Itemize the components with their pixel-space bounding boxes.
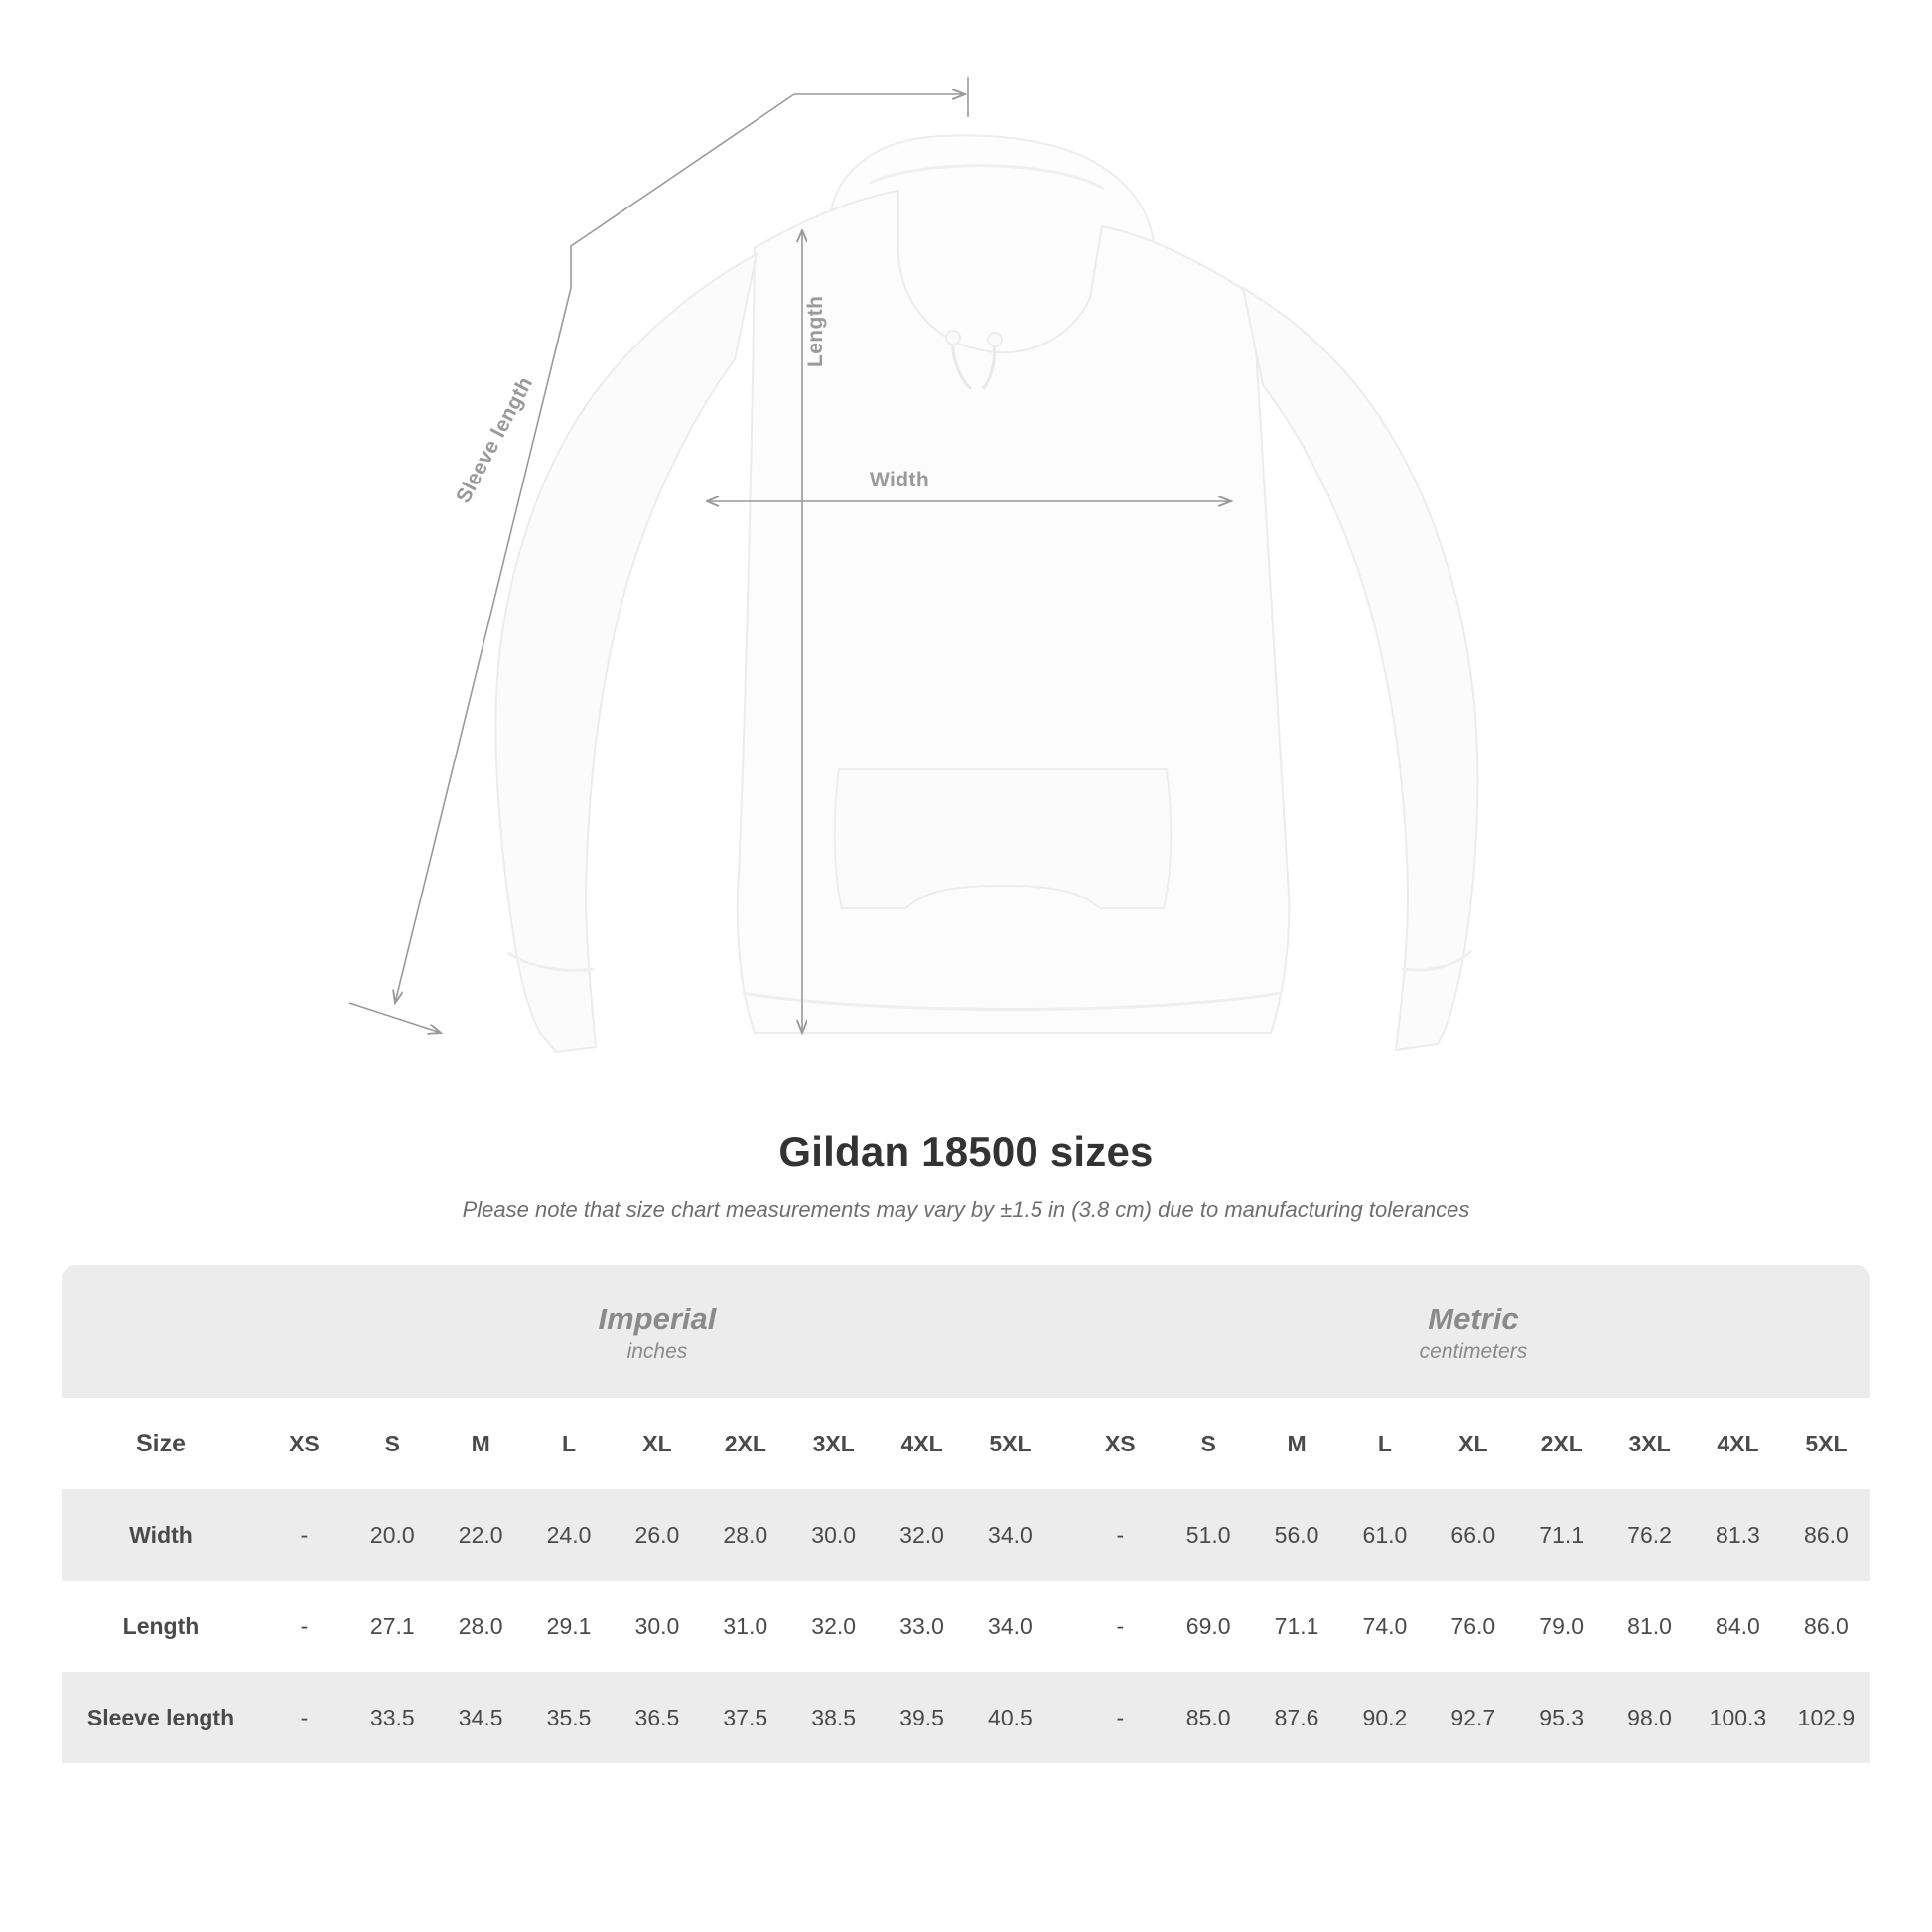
cell: 35.5: [525, 1672, 614, 1763]
cell: 95.3: [1517, 1672, 1605, 1763]
cell: 100.3: [1694, 1672, 1782, 1763]
cell: 69.0: [1165, 1581, 1253, 1672]
cell: 31.0: [701, 1581, 789, 1672]
col-head-met-2xl: 2XL: [1517, 1398, 1605, 1489]
cell: 30.0: [614, 1581, 702, 1672]
row-label-width: Width: [62, 1489, 260, 1581]
unit-imperial: [260, 1265, 1054, 1398]
cell: 38.5: [789, 1672, 878, 1763]
cell: 71.1: [1253, 1581, 1341, 1672]
cell: 34.0: [966, 1489, 1054, 1581]
cell: 27.1: [348, 1581, 437, 1672]
cell: 34.0: [966, 1581, 1054, 1672]
col-head-met-4xl: 4XL: [1694, 1398, 1782, 1489]
col-head-imp-xs: XS: [260, 1398, 348, 1489]
unit-spacer-mid: [1054, 1265, 1076, 1398]
cell: 40.5: [966, 1672, 1054, 1763]
cell: 33.5: [348, 1672, 437, 1763]
cell: 56.0: [1253, 1489, 1341, 1581]
cell: 76.0: [1429, 1581, 1517, 1672]
cell: 71.1: [1517, 1489, 1605, 1581]
col-head-imp-xl: XL: [614, 1398, 702, 1489]
cell: 28.0: [701, 1489, 789, 1581]
cell: 81.0: [1605, 1581, 1694, 1672]
cell: 86.0: [1782, 1581, 1870, 1672]
col-head-met-s: S: [1165, 1398, 1253, 1489]
cell: 39.5: [878, 1672, 966, 1763]
cell: 34.5: [437, 1672, 525, 1763]
cell: 51.0: [1165, 1489, 1253, 1581]
col-head-imp-l: L: [525, 1398, 614, 1489]
width-label: Width: [870, 469, 930, 491]
cell-spacer: [1054, 1489, 1076, 1581]
cell: 24.0: [525, 1489, 614, 1581]
col-head-met-xs: XS: [1076, 1398, 1165, 1489]
cell: 37.5: [701, 1672, 789, 1763]
size-table-wrap: [62, 1265, 1870, 1763]
col-head-imp-s: S: [348, 1398, 437, 1489]
cell: 86.0: [1782, 1489, 1870, 1581]
size-table: [62, 1265, 1870, 1763]
unit-metric: [1076, 1265, 1870, 1398]
col-head-met-xl: XL: [1429, 1398, 1517, 1489]
col-head-spacer: [1054, 1398, 1076, 1489]
table-row: [62, 1672, 1870, 1763]
unit-imperial-name: Imperial: [598, 1302, 717, 1337]
unit-metric-name: Metric: [1428, 1302, 1519, 1337]
cell-spacer: [1054, 1581, 1076, 1672]
cell: 61.0: [1341, 1489, 1430, 1581]
cell-spacer: [1054, 1672, 1076, 1763]
cell: 102.9: [1782, 1672, 1870, 1763]
cell: -: [1076, 1581, 1165, 1672]
cell: 36.5: [614, 1672, 702, 1763]
cell: -: [260, 1489, 348, 1581]
page-title: Gildan 18500 sizes: [778, 1128, 1154, 1174]
cell: -: [1076, 1489, 1165, 1581]
col-head-imp-2xl: 2XL: [701, 1398, 789, 1489]
cell: 84.0: [1694, 1581, 1782, 1672]
row-label-length: Length: [62, 1581, 260, 1672]
col-head-met-3xl: 3XL: [1605, 1398, 1694, 1489]
col-head-imp-m: M: [437, 1398, 525, 1489]
cell: 30.0: [789, 1489, 878, 1581]
unit-spacer-left: [62, 1265, 260, 1398]
sleeve-length-label: Sleeve length: [452, 372, 538, 507]
cell: 29.1: [525, 1581, 614, 1672]
cell: 26.0: [614, 1489, 702, 1581]
cell: 33.0: [878, 1581, 966, 1672]
col-head-met-l: L: [1341, 1398, 1430, 1489]
cell: 22.0: [437, 1489, 525, 1581]
table-row: [62, 1489, 1870, 1581]
cell: 28.0: [437, 1581, 525, 1672]
unit-imperial-sub: inches: [626, 1339, 688, 1363]
size-header-row: [62, 1398, 1870, 1489]
cell: -: [260, 1581, 348, 1672]
col-head-imp-4xl: 4XL: [878, 1398, 966, 1489]
cell: 85.0: [1165, 1672, 1253, 1763]
col-head-met-m: M: [1253, 1398, 1341, 1489]
table-row: [62, 1581, 1870, 1672]
title-block: [0, 1128, 1932, 1223]
cell: 32.0: [789, 1581, 878, 1672]
unit-metric-sub: centimeters: [1419, 1339, 1528, 1363]
col-head-imp-5xl: 5XL: [966, 1398, 1054, 1489]
cell: 32.0: [878, 1489, 966, 1581]
tolerance-note: Please note that size chart measurements may vary by ±1.5 in (3.8 cm) due to manufacturing tolerances: [462, 1197, 1470, 1222]
cell: 98.0: [1605, 1672, 1694, 1763]
col-head-met-5xl: 5XL: [1782, 1398, 1870, 1489]
cell: -: [260, 1672, 348, 1763]
size-header-label: Size: [62, 1398, 260, 1489]
hoodie-body-shape: [495, 135, 1477, 1052]
unit-header-row: [62, 1265, 1870, 1398]
row-label-sleeve-length: Sleeve length: [62, 1672, 260, 1763]
cell: 90.2: [1341, 1672, 1430, 1763]
length-label: Length: [804, 295, 827, 367]
cell: 92.7: [1429, 1672, 1517, 1763]
cell: 87.6: [1253, 1672, 1341, 1763]
cell: 79.0: [1517, 1581, 1605, 1672]
cell: -: [1076, 1672, 1165, 1763]
cell: 81.3: [1694, 1489, 1782, 1581]
col-head-imp-3xl: 3XL: [789, 1398, 878, 1489]
cell: 20.0: [348, 1489, 437, 1581]
cell: 76.2: [1605, 1489, 1694, 1581]
cell: 66.0: [1429, 1489, 1517, 1581]
cell: 74.0: [1341, 1581, 1430, 1672]
